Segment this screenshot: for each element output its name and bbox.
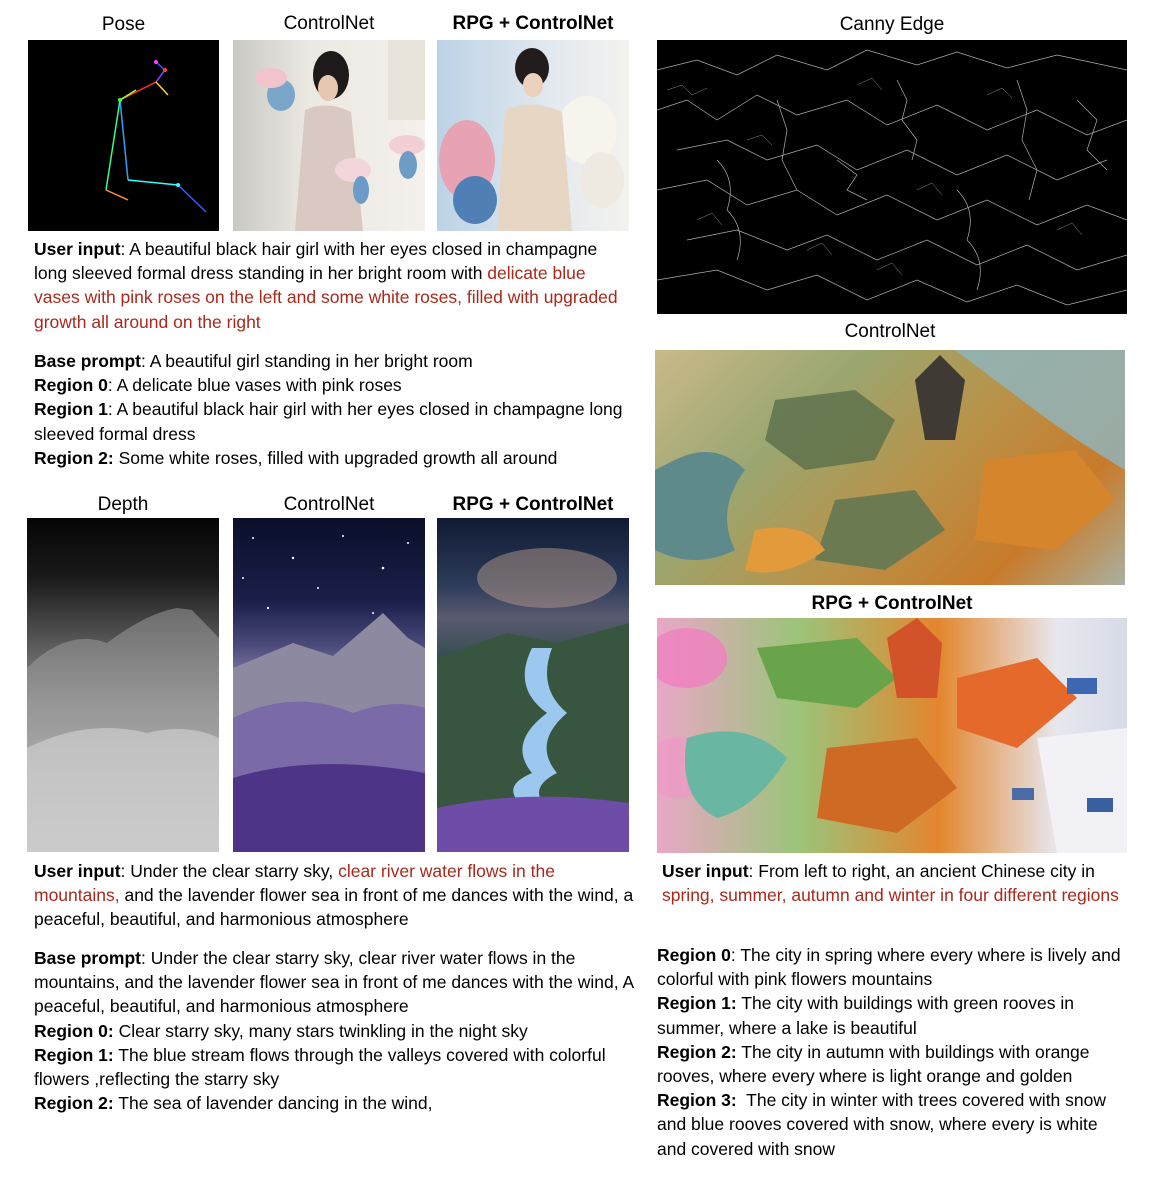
region-0 <box>34 1019 634 1043</box>
user-input-text-after: and the lavender flower sea in front of me dances with the wind, a peaceful, beautiful, and harmonious atmosphere <box>34 885 634 930</box>
rpg-controlnet-river-image <box>437 518 629 852</box>
user-input-text: : From left to right, an ancient Chinese city in <box>748 861 1095 881</box>
region-label: Region 2: <box>657 1041 737 1062</box>
region-label: Region 1 <box>34 399 108 420</box>
rpg-controlnet-girl-image <box>437 40 629 231</box>
region-label: Region 1: <box>657 993 737 1014</box>
caption-canny-edge: Canny Edge <box>839 14 945 35</box>
user-input-text: : A beautiful black hair girl with her eyes closed in champagne long sleeved formal dress standing in her bright room with <box>34 239 598 284</box>
user-input-label: User input <box>34 239 121 259</box>
region-label: Region 3: <box>657 1090 737 1111</box>
region-2 <box>34 446 634 470</box>
region-1 <box>34 1043 634 1091</box>
region-label: Region 2: <box>34 1093 114 1114</box>
region-2 <box>34 1091 634 1115</box>
region-label: Region 0 <box>657 945 731 965</box>
base-prompt <box>34 349 634 373</box>
topleft-user-input <box>34 237 634 334</box>
rpg-controlnet-city-image <box>657 618 1127 853</box>
user-input-label: User input <box>34 861 121 881</box>
bottomleft-prompt-block <box>34 946 634 1115</box>
controlnet-city-image <box>655 350 1125 585</box>
caption-depth: Depth <box>97 494 149 515</box>
caption-pose: Pose <box>101 14 146 35</box>
region-label: Region 0: <box>34 1020 114 1041</box>
region-text: Clear starry sky, many stars twinkling in the night sky <box>113 1020 528 1041</box>
region-label: Region 2: <box>34 447 114 468</box>
region-text: : A delicate blue vases with pink roses <box>107 375 402 396</box>
region-1 <box>34 397 634 445</box>
base-prompt-text: : A beautiful girl standing in her bright room <box>140 351 473 371</box>
region-2 <box>657 1040 1127 1088</box>
caption-controlnet-canny: ControlNet <box>844 321 936 342</box>
region-label: Region 1: <box>34 1044 114 1065</box>
base-prompt-text: : Under the clear starry sky, clear river water flows in the mountains, and the lavender flower sea in front of me dances with the wind, A peaceful, beautiful, and harmonious atmosphere <box>34 948 634 1017</box>
region-text: : The city in spring where every where is lively and colorful with pink flowers mountains <box>657 945 1121 990</box>
caption-rpg-controlnet-pose: RPG + ControlNet <box>452 13 614 34</box>
controlnet-girl-image <box>233 40 425 231</box>
caption-controlnet-depth: ControlNet <box>283 494 375 515</box>
region-0 <box>657 943 1127 991</box>
region-text: : A beautiful black hair girl with her eyes closed in champagne long sleeved formal dress <box>34 399 623 444</box>
depth-map-image <box>27 518 219 852</box>
bottomleft-user-input <box>34 859 634 932</box>
user-input-text: : Under the clear starry sky, <box>120 861 339 881</box>
region-text: The city in autumn with buildings with orange rooves, where every where is light orange and golden <box>657 1041 1090 1087</box>
right-user-input <box>662 859 1127 907</box>
user-input-highlight: delicate blue vases with pink roses on the left and some white roses, filled with upgraded growth all around on the right <box>34 263 618 332</box>
region-1 <box>657 991 1127 1039</box>
controlnet-lavender-image <box>233 518 425 852</box>
caption-controlnet-pose: ControlNet <box>283 13 375 34</box>
region-text: Some white roses, filled with upgraded growth all around <box>113 447 558 468</box>
canny-edge-image <box>657 40 1127 314</box>
region-label: Region 0 <box>34 375 108 396</box>
region-text: The blue stream flows through the valleys covered with colorful flowers ,reflecting the starry sky <box>34 1044 606 1090</box>
base-prompt-label: Base prompt <box>34 948 141 968</box>
region-3 <box>657 1088 1127 1161</box>
right-region-block <box>657 943 1127 1161</box>
caption-rpg-controlnet-depth: RPG + ControlNet <box>452 494 614 515</box>
region-text: The city in winter with trees covered with snow and blue rooves covered with snow, where every is white and covered with snow <box>657 1090 1111 1159</box>
user-input-highlight: spring, summer, autumn and winter in four different regions <box>662 885 1119 906</box>
base-prompt-label: Base prompt <box>34 351 141 371</box>
topleft-prompt-block <box>34 349 634 470</box>
region-0 <box>34 373 634 397</box>
region-text: The sea of lavender dancing in the wind, <box>113 1093 433 1114</box>
caption-rpg-controlnet-canny: RPG + ControlNet <box>811 593 973 614</box>
region-text: The city with buildings with green rooves in summer, where a lake is beautiful <box>657 993 1074 1038</box>
user-input-highlight: clear river water flows in the mountains, <box>34 861 555 906</box>
base-prompt <box>34 946 634 1019</box>
pose-skeleton-image <box>28 40 219 231</box>
user-input-label: User input <box>662 861 749 881</box>
